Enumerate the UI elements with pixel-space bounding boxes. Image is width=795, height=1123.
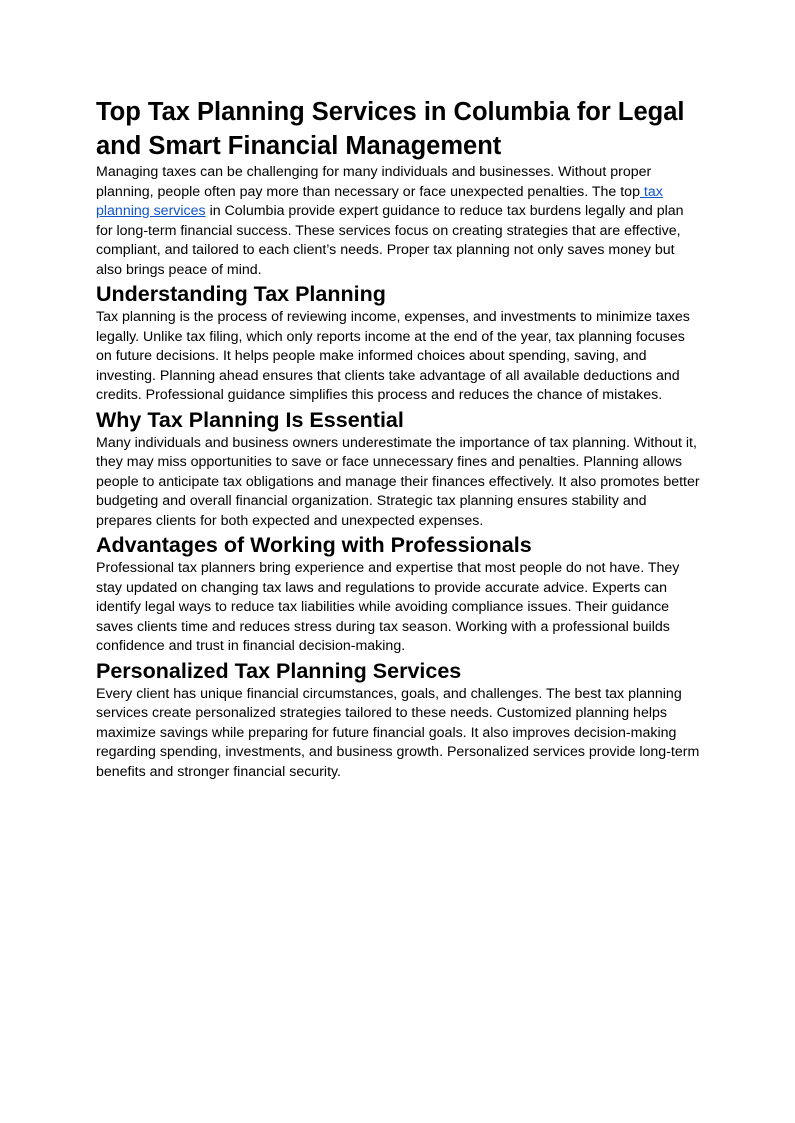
page-title: Top Tax Planning Services in Columbia for Legal and Smart Financial Management — [96, 98, 685, 160]
section-heading-advantages: Advantages of Working with Professionals — [96, 533, 532, 557]
section-body-understanding: Tax planning is the process of reviewing income, expenses, and investments to minimize taxes legally. Unlike tax filing, which only reports income at the end of the year, tax planning focuses on future decisions. It helps people make informed choices about spending, saving, and investing. Planning ahead ensures that clients take advantage of all available deductions and credits. Professional guidance simplifies this process and reduces the chance of mistakes. — [96, 309, 690, 403]
tax-planning-services-link[interactable]: tax planning services — [96, 183, 663, 219]
section-heading-personalized: Personalized Tax Planning Services — [96, 658, 462, 683]
section-heading-understanding: Understanding Tax Planning — [96, 282, 386, 306]
section-body-why-essential: Many individuals and business owners underestimate the importance of tax planning. Without it, they may miss opportunities to save or face unnecessary fines and penalties. Planning allows people to anticipate tax obligations and manage their finances effectively. It also promotes better budgeting and overall financial organization. Strategic tax planning ensures stability and prepares clients for both expected and unexpected expenses. — [96, 434, 700, 529]
intro-text-before-link: Managing taxes can be challenging for many individuals and businesses. Without proper planning, people often pay more than necessary or face unexpected penalties. The top — [96, 164, 652, 200]
section-heading-why-essential: Why Tax Planning Is Essential — [96, 407, 404, 432]
section-body-advantages: Professional tax planners bring experience and expertise that most people do not have. They stay updated on changing tax laws and regulations to provide accurate advice. Experts can identify legal ways to reduce tax liabilities while avoiding compliance issues. Their guidance saves clients time and reduces stress during tax season. Working with a professional builds confidence and trust in financial decision-making. — [96, 560, 680, 654]
document-page — [96, 95, 700, 782]
intro-paragraph — [96, 163, 700, 280]
section-body-personalized: Every client has unique financial circumstances, goals, and challenges. The best tax planning services create personalized strategies tailored to these needs. Customized planning helps maximize savings while preparing for future financial goals. It also improves decision-making regarding spending, investments, and business growth. Personalized services provide long-term benefits and stronger financial security. — [96, 685, 700, 780]
intro-text-after-link: in Columbia provide expert guidance to reduce tax burdens legally and plan for long-term financial success. These services focus on creating strategies that are effective, compliant, and tailored to each client’s needs. Proper tax planning not only saves money but also brings peace of mind. — [96, 203, 684, 278]
